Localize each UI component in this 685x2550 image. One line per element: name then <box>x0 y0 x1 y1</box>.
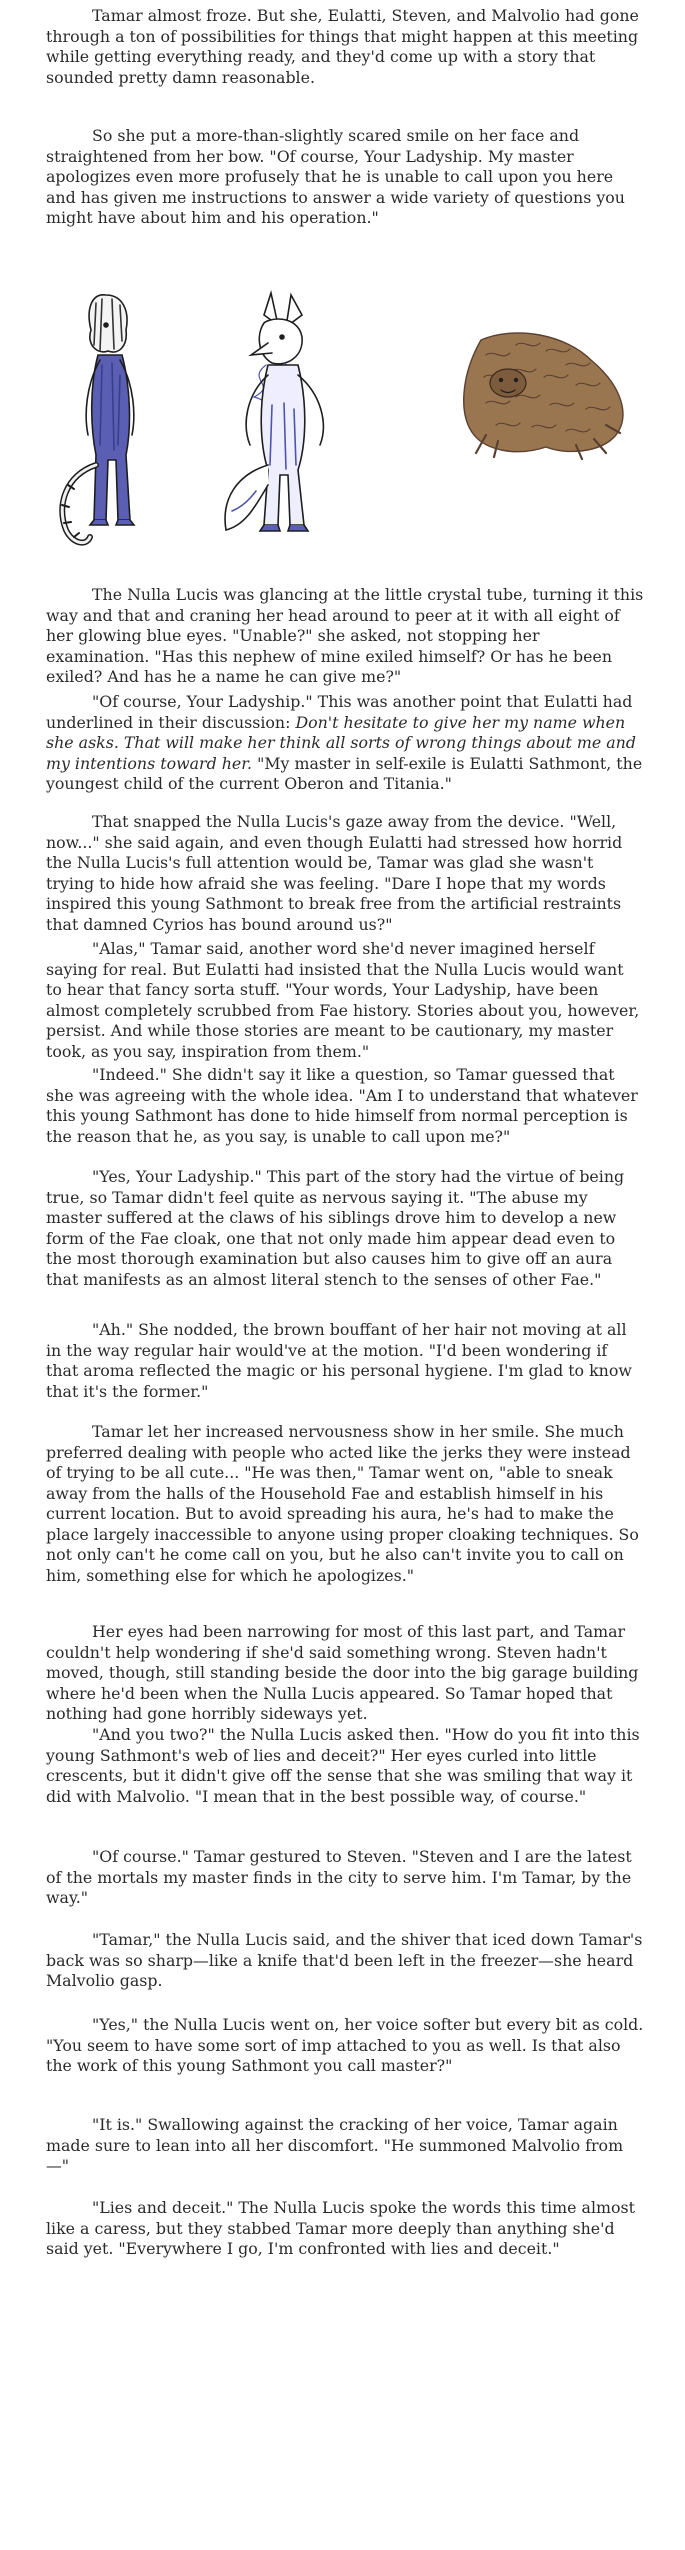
malvolio-figure <box>464 333 623 459</box>
paragraph-2: So she put a more-than-slightly scared smile on her face and straightened from her bow. "Of course, Your Ladyship. My master apologizes even more profusely that he is unable to call upon you here and has given me instructions to answer a wide variety of questions you might have about him and his operation." <box>46 126 625 227</box>
paragraph-12: "And you two?" the Nulla Lucis asked then. "How do you fit into this young Sathmont's web of lies and deceit?" Her eyes curled into little crescents, but it didn't give off the sense that she was smiling that way it did with Malvolio. "I mean that in the best possible way, of course." <box>46 1725 640 1806</box>
character-illustration <box>46 285 646 555</box>
paragraph-4-text-end: "My master in self-exile is Eulatti Sathmont, the youngest child of the current Oberon and Titania." <box>46 753 643 793</box>
paragraph-17: "Lies and deceit." The Nulla Lucis spoke the words this time almost like a caress, but they stabbed Tamar more deeply than anything she'd said yet. "Everywhere I go, I'm confronted with lies and deceit." <box>46 2198 635 2258</box>
paragraph-7: "Indeed." She didn't say it like a question, so Tamar guessed that she was agreeing with the whole idea. "Am I to understand that whatever this young Sathmont has done to hide himself from normal perception is the reason that he, as you say, is unable to call upon me?" <box>46 1065 638 1146</box>
paragraph-6: "Alas," Tamar said, another word she'd never imagined herself saying for real. But Eulatti had insisted that the Nulla Lucis would want to hear that fancy sorta stuff. "Your words, Your Ladyship, have been almost completely scrubbed from Fae history. Stories about you, however, persist. And while those stories are meant to be cautionary, my master took, as you say, inspiration from them." <box>46 939 640 1061</box>
paragraph-4-text: "Of course, Your Ladyship." This was another point that Eulatti had underlined in their discussion: <box>46 692 633 732</box>
paragraph-9: "Ah." She nodded, the brown bouffant of her hair not moving at all in the way regular hair would've at the motion. "I'd been wondering if that aroma reflected the magic or his personal hygiene. I'm glad to know that it's the former." <box>46 1320 632 1401</box>
paragraph-15: "Yes," the Nulla Lucis went on, her voice softer but every bit as cold. "You seem to have some sort of imp attached to you as well. Is that also the work of this young Sathmont you call master?" <box>46 2015 644 2075</box>
paragraph-10: Tamar let her increased nervousness show in her smile. She much preferred dealing with people who acted like the jerks they were instead of trying to be all cute... "He was then," Tamar went on, "able to sneak away from the halls of the Household Fae and establish himself in his current location. But to avoid spreading his aura, he's had to make the place largely inaccessible to anyone using proper cloaking techniques. So not only can't he come call on you, but he also can't invite you to call on him, something else for which he apologizes." <box>46 1422 639 1585</box>
paragraph-13: "Of course." Tamar gestured to Steven. "Steven and I are the latest of the mortals my master finds in the city to serve him. I'm Tamar, by the way." <box>46 1847 632 1907</box>
paragraph-4-italic: Don't hesitate to give her my name when she asks. That will make her think all sorts of wrong things about me and my intentions toward her. <box>46 712 636 773</box>
paragraph-5: That snapped the Nulla Lucis's gaze away from the device. "Well, now..." she said again, and even though Eulatti had stressed how horrid the Nulla Lucis's full attention would be, Tamar was glad she wasn't trying to hide how afraid she was feeling. "Dare I hope that my words inspired this young Sathmont to break free from the artificial restraints that damned Cyrios has bound around us?" <box>46 812 623 934</box>
paragraph-16: "It is." Swallowing against the cracking of her voice, Tamar again made sure to lean into all her discomfort. "He summoned Malvolio from—" <box>46 2115 624 2175</box>
steven-figure <box>225 293 323 531</box>
paragraph-11: Her eyes had been narrowing for most of this last part, and Tamar couldn't help wondering if she'd said something wrong. Steven hadn't moved, though, still standing beside the door into the big garage building where he'd been when the Nulla Lucis appeared. So Tamar hoped that nothing had gone horribly sideways yet. <box>46 1622 639 1723</box>
paragraph-3: The Nulla Lucis was glancing at the little crystal tube, turning it this way and that and craning her head around to peer at it with all eight of her glowing blue eyes. "Unable?" she asked, not stopping her examination. "Has this nephew of mine exiled himself? Or has he been exiled? And has he a name he can give me?" <box>46 585 644 686</box>
paragraph-8: "Yes, Your Ladyship." This part of the story had the virtue of being true, so Tamar didn't feel quite as nervous saying it. "The abuse my master suffered at the claws of his siblings drove him to develop a new form of the Fae cloak, one that not only made him appear dead even to the most thorough examination but also causes him to give off an aura that manifests as an almost literal stench to the senses of other Fae." <box>46 1167 625 1289</box>
paragraph-1: Tamar almost froze. But she, Eulatti, Steven, and Malvolio had gone through a ton of possibilities for things that might happen at this meeting while getting everything ready, and they'd come up with a story that sounded pretty damn reasonable. <box>46 6 639 87</box>
paragraph-14: "Tamar," the Nulla Lucis said, and the shiver that iced down Tamar's back was so sharp—like a knife that'd been left in the freezer—she heard Malvolio gasp. <box>46 1930 643 1990</box>
paragraph-4 <box>46 692 644 795</box>
tamar-figure <box>62 295 134 543</box>
